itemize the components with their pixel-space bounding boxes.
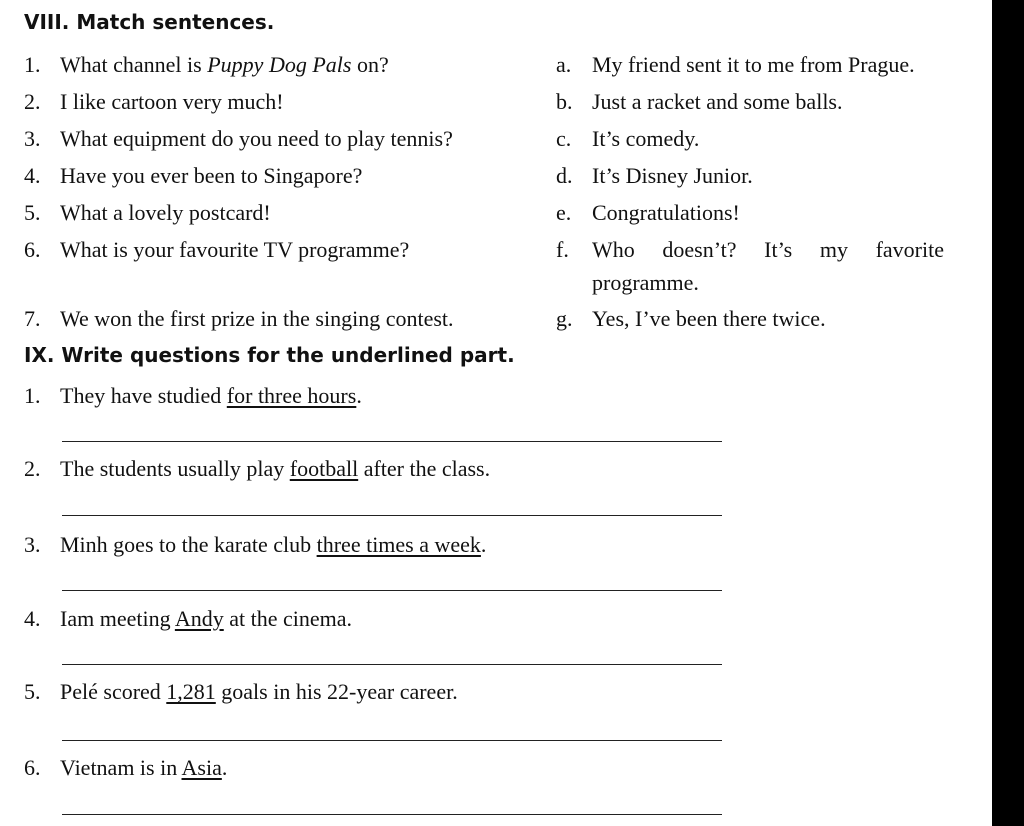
- underlined-part: 1,281: [166, 679, 216, 704]
- answer-line-3[interactable]: [62, 590, 722, 591]
- show-title: Puppy Dog Pals: [207, 52, 352, 77]
- underlined-part: Asia: [181, 755, 222, 780]
- underlined-part: for three hours: [226, 383, 357, 408]
- right-edge-bar: [992, 0, 1024, 826]
- answer-line-6[interactable]: [62, 814, 722, 815]
- answer-f-line-2: programme.: [592, 270, 699, 295]
- answer-line-4[interactable]: [62, 664, 722, 665]
- answer-f-line-1: Who doesn’t? It’s my favorite: [592, 237, 944, 262]
- underlined-part: three times a week: [316, 532, 481, 557]
- answer-line-1[interactable]: [62, 441, 722, 442]
- section-8-heading: VIII. Match sentences.: [24, 10, 275, 34]
- underlined-part: Andy: [174, 606, 224, 631]
- answer-line-5[interactable]: [62, 740, 722, 741]
- answer-line-2[interactable]: [62, 515, 722, 516]
- section-9-heading: IX. Write questions for the underlined part.: [24, 343, 515, 367]
- underlined-part: football: [289, 456, 359, 481]
